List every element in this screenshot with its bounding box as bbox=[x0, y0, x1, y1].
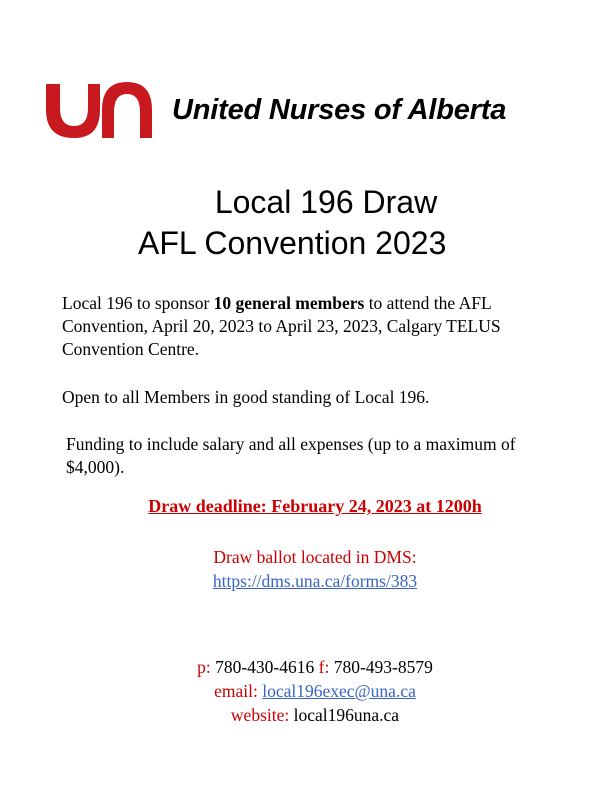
website-label: website: bbox=[230, 705, 290, 725]
ballot-link[interactable]: https://dms.una.ca/forms/383 bbox=[212, 571, 418, 591]
org-name: United Nurses of Alberta bbox=[172, 94, 507, 126]
page-title-line2: AFL Convention 2023 bbox=[138, 225, 447, 261]
fax-number: 780-493-8579 bbox=[333, 657, 433, 677]
phone-label: p: bbox=[197, 657, 211, 677]
website-line bbox=[0, 704, 612, 727]
phone-fax-line bbox=[0, 656, 612, 679]
email-label: email: bbox=[214, 681, 258, 701]
email-link[interactable]: local196exec@una.ca bbox=[262, 681, 416, 701]
sponsor-paragraph bbox=[62, 292, 562, 361]
una-logo-left-shape bbox=[46, 84, 100, 138]
sponsor-count: 10 general members bbox=[213, 293, 365, 313]
email-line bbox=[0, 680, 612, 703]
funding-paragraph: Funding to include salary and all expenses (up to a maximum of $4,000). bbox=[66, 434, 516, 477]
fax-label: f: bbox=[318, 657, 330, 677]
una-logo-right-shape bbox=[102, 82, 152, 138]
eligibility-paragraph: Open to all Members in good standing of Local 196. bbox=[62, 387, 430, 407]
ballot-label: Draw ballot located in DMS: bbox=[213, 547, 417, 567]
una-logo-icon bbox=[44, 80, 154, 138]
sponsor-text-post: to attend the AFL Convention, April 20, 2023 to April 23, 2023, Calgary TELUS Convention Centre. bbox=[62, 293, 501, 359]
phone-number: 780-430-4616 bbox=[215, 657, 315, 677]
website-url: local196una.ca bbox=[293, 705, 400, 725]
page-title-line1: Local 196 Draw bbox=[214, 184, 438, 220]
sponsor-text-pre: Local 196 to sponsor bbox=[62, 293, 214, 313]
draw-deadline: Draw deadline: February 24, 2023 at 1200h bbox=[148, 496, 482, 516]
